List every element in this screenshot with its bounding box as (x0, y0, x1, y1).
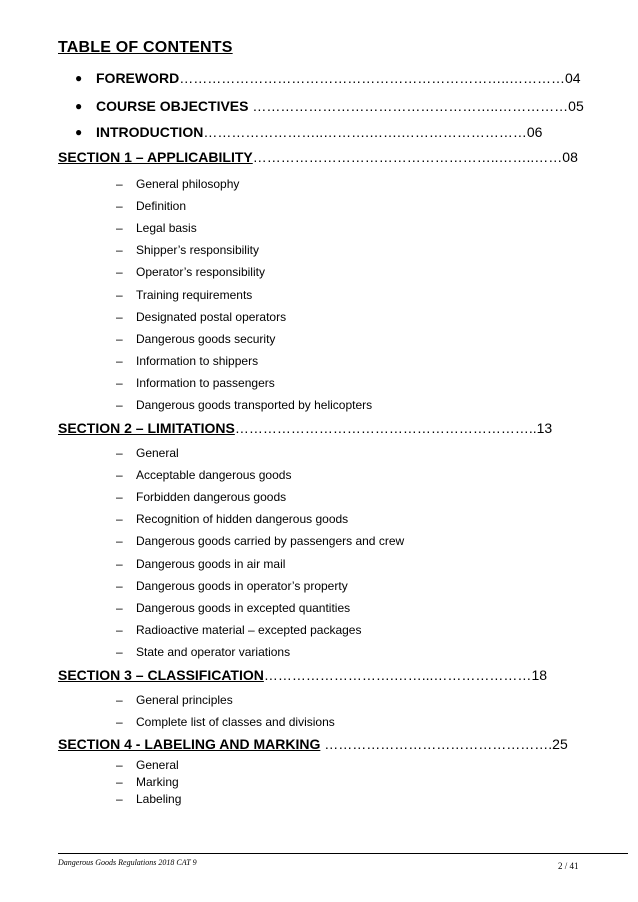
bullet-icon: ● (75, 71, 83, 85)
dash-bullet: – (116, 446, 123, 460)
dot-leader: ……………………….……...………………… (263, 667, 532, 683)
dash-bullet: – (116, 623, 123, 637)
dash-bullet: – (116, 288, 123, 302)
dash-bullet: – (116, 354, 123, 368)
dash-bullet: – (116, 715, 123, 729)
dash-bullet: – (116, 775, 123, 789)
dash-bullet: – (116, 332, 123, 346)
dash-bullet: – (116, 310, 123, 324)
dash-bullet: – (116, 645, 123, 659)
section-title: SECTION 4 - LABELING AND MARKING (58, 736, 321, 752)
footer-divider (58, 853, 628, 854)
section-heading-4[interactable] (58, 736, 638, 752)
dash-bullet: – (116, 792, 123, 806)
dot-leader: ……………………………………………..……..…… (252, 149, 563, 165)
document-page: TABLE OF CONTENTS ● FOREWORD……………………………………………………………..…………04 ● COURSE OBJECTIVES ……………………………………………..……………05 ● INTRODUCTION……………………..……….…….………………………06 SECTION 1 – APPLICABILITY……………………………………………..……..……08 – General philosophy – Definition – Legal basis – Shipper’s responsibility – Operator’s responsibility – Training requirements – Designated postal operators – Dangerous goods security – Information to shippers – Information to passengers – Dangerous goods transported by helicopters SECTION 2 – LIMITATIONS………………………………………………………..13 – General – Acceptable dangerous goods – Forbidden dangerous goods – Recognition of hidden dangerous goods – Dangerous goods carried by passengers and crew – Dangerous goods in air mail – Dangerous goods in operator’s property – Dangerous goods in excepted quantities – Radioactive material – excepted packages – State and operator variations SECTION 3 – CLASSIFICATION……………………….……...…………………18 – General principles – Complete list of classes and divisions SECTION 4 - LABELING AND MARKING ………………………………………….25 – General – Marking – Labeling Dangerous Goods Regulations 2018 CAT 9 2 / 41 (0, 0, 638, 902)
dash-bullet: – (116, 199, 123, 213)
toc-title: TABLE OF CONTENTS (58, 39, 233, 56)
dash-bullet: – (116, 534, 123, 548)
page-number: 2 / 41 (558, 861, 579, 871)
toc-entry-page: 06 (526, 124, 543, 140)
dash-bullet: – (116, 579, 123, 593)
dot-leader: ……………………..……….…….……………………… (203, 124, 527, 140)
toc-entry-label: INTRODUCTION (96, 124, 204, 140)
section-page: 13 (536, 420, 553, 436)
dash-bullet: – (116, 490, 123, 504)
dash-bullet: – (116, 265, 123, 279)
bullet-icon: ● (75, 125, 83, 139)
toc-entry-page: 04 (565, 70, 581, 86)
section-page: 18 (531, 667, 548, 683)
dash-bullet: – (116, 398, 123, 412)
dash-bullet: – (116, 468, 123, 482)
dot-leader: ……………………………………………..…………… (248, 98, 569, 114)
toc-entry-label: COURSE OBJECTIVES (96, 98, 249, 114)
section-heading-1[interactable] (58, 149, 638, 165)
dash-bullet: – (116, 601, 123, 615)
dot-leader: ……………………………………………………………..………… (179, 70, 565, 86)
section-title: SECTION 2 – LIMITATIONS (58, 420, 235, 436)
dash-bullet: – (116, 177, 123, 191)
dash-bullet: – (116, 376, 123, 390)
dash-bullet: – (116, 557, 123, 571)
dash-bullet: – (116, 243, 123, 257)
footer-document-title: Dangerous Goods Regulations 2018 CAT 9 (58, 858, 197, 867)
dash-bullet: – (116, 758, 123, 772)
section-heading-3[interactable] (58, 667, 638, 683)
section-page: 25 (552, 736, 568, 752)
section-title: SECTION 1 – APPLICABILITY (58, 149, 253, 165)
dash-bullet: – (116, 693, 123, 707)
toc-entry-label: FOREWORD (96, 70, 180, 86)
dash-bullet: – (116, 221, 123, 235)
dot-leader: …………………………………………. (320, 736, 553, 752)
dot-leader: ……………………………………………………….. (234, 420, 537, 436)
section-heading-2[interactable] (58, 420, 638, 436)
bullet-icon: ● (75, 99, 83, 113)
dash-bullet: – (116, 512, 123, 526)
toc-entry-page: 05 (568, 98, 584, 114)
section-title: SECTION 3 – CLASSIFICATION (58, 667, 264, 683)
section-page: 08 (562, 149, 578, 165)
